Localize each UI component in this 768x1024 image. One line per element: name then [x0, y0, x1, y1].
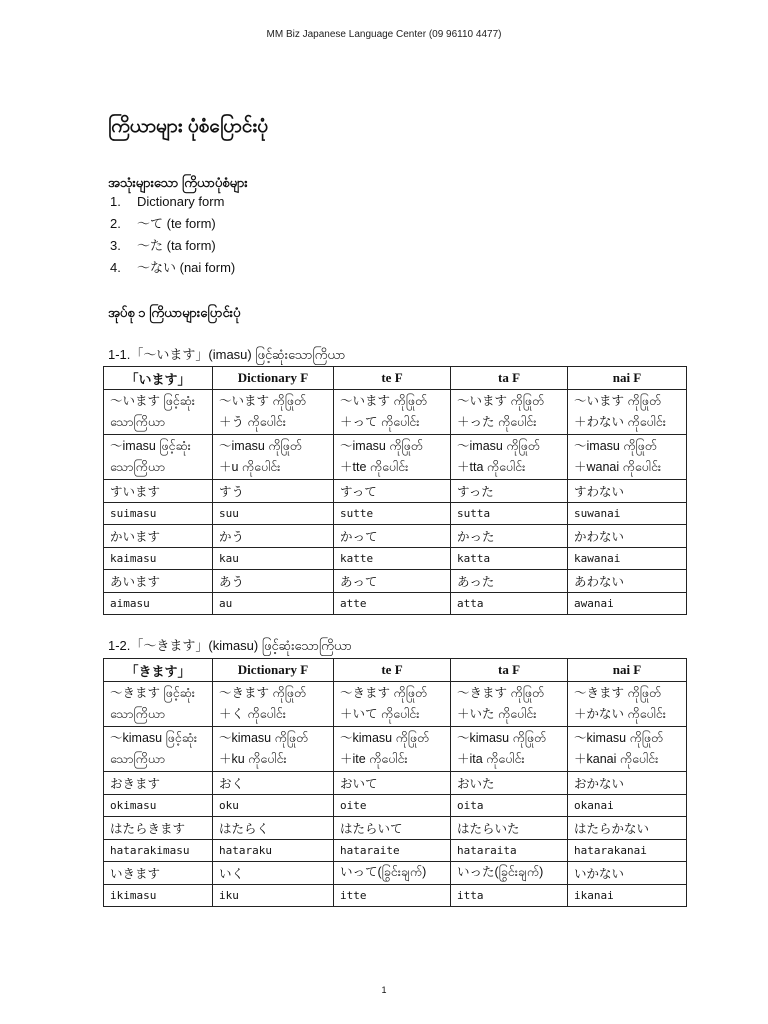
table-row	[104, 547, 687, 570]
table-cell: あった	[451, 570, 568, 593]
table-cell: oite	[334, 794, 451, 817]
forms-list	[110, 192, 510, 280]
rule-line: ＋った ကိုပေါင်း	[457, 415, 537, 429]
rule-cell	[334, 435, 451, 480]
rule-line: ～kimasu ကိုဖြုတ်	[340, 731, 430, 745]
list-label: ～て (te form)	[137, 216, 216, 231]
rule-line: ～imasu ကိုဖြုတ်	[340, 439, 423, 453]
rule-cell	[213, 390, 334, 435]
table-cell: はたらく	[213, 817, 334, 840]
table-caption: 1-1.「～います」(imasu) ဖြင့်ဆုံးသောကြိယာ	[108, 347, 346, 362]
rule-line: ＋ita ကိုပေါင်း	[457, 752, 525, 766]
table-cell: oita	[451, 794, 568, 817]
rule-line: ＋って ကိုပေါင်း	[340, 415, 420, 429]
table-row	[104, 592, 687, 615]
list-label: ～た (ta form)	[137, 238, 216, 253]
list-number: 4.	[110, 260, 121, 275]
list-label: ～ない (nai form)	[137, 260, 236, 275]
rule-line: ＋いた ကိုပေါင်း	[457, 707, 537, 721]
column-header: te F	[334, 659, 451, 682]
table-cell: au	[213, 592, 334, 615]
rule-cell	[104, 390, 213, 435]
column-header: Dictionary F	[213, 659, 334, 682]
table-row	[104, 794, 687, 817]
table-cell: かって	[334, 525, 451, 548]
rule-line: ＋tta ကိုပေါင်း	[457, 460, 526, 474]
table-cell: suwanai	[568, 502, 687, 525]
rule-line: သောကြိယာ	[110, 752, 166, 766]
table-cell: aimasu	[104, 592, 213, 615]
table-header-row	[104, 367, 687, 390]
rule-line: ＋かない ကိုပေါင်း	[574, 707, 666, 721]
table-header-row	[104, 659, 687, 682]
table-cell: すいます	[104, 480, 213, 503]
table-cell: ikimasu	[104, 884, 213, 907]
column-header: 「きます」	[104, 659, 213, 682]
table-cell: katta	[451, 547, 568, 570]
column-header: Dictionary F	[213, 367, 334, 390]
table-row	[104, 772, 687, 795]
table-row	[104, 862, 687, 885]
table-row	[104, 480, 687, 503]
rule-cell	[451, 435, 568, 480]
rule-line: သောကြိယာ	[110, 415, 166, 429]
table-row	[104, 525, 687, 548]
group-heading: အုပ်စု ၁ ကြိယာများပြောင်းပုံ	[108, 305, 241, 320]
table-cell: hatarakimasu	[104, 839, 213, 862]
kimasu-conjugation-table	[103, 658, 687, 907]
rule-line: ＋う ကိုပေါင်း	[219, 415, 286, 429]
rule-line: ～います ကိုဖြုတ်	[340, 394, 428, 408]
list-number: 2.	[110, 216, 121, 231]
table-cell: すう	[213, 480, 334, 503]
rule-line: ～kimasu ကိုဖြုတ်	[457, 731, 547, 745]
table-cell: いかない	[568, 862, 687, 885]
list-number: 3.	[110, 238, 121, 253]
table-cell: あう	[213, 570, 334, 593]
table-cell: kau	[213, 547, 334, 570]
rule-line: ～きます ကိုဖြုတ်	[219, 686, 307, 700]
column-header: te F	[334, 367, 451, 390]
table-cell: おかない	[568, 772, 687, 795]
table-cell: sutta	[451, 502, 568, 525]
rule-line: ＋u ကိုပေါင်း	[219, 460, 281, 474]
column-header: ta F	[451, 659, 568, 682]
table-cell: kaimasu	[104, 547, 213, 570]
rule-line: ＋tte ကိုပေါင်း	[340, 460, 409, 474]
rule-cell	[568, 390, 687, 435]
rule-line: ～きます ကိုဖြုတ်	[340, 686, 428, 700]
rule-cell	[104, 435, 213, 480]
table-cell: あわない	[568, 570, 687, 593]
list-number: 1.	[110, 194, 121, 209]
list-item	[110, 258, 510, 280]
table-cell: suimasu	[104, 502, 213, 525]
table-cell: atte	[334, 592, 451, 615]
table-row	[104, 884, 687, 907]
forms-heading: အသုံးများသော ကြိယာပုံစံများ	[108, 175, 248, 190]
table-row	[104, 817, 687, 840]
imasu-conjugation-table	[103, 366, 687, 615]
table-cell: atta	[451, 592, 568, 615]
rule-row	[104, 682, 687, 727]
column-header: nai F	[568, 367, 687, 390]
table-cell: hatarakanai	[568, 839, 687, 862]
table-cell: かいます	[104, 525, 213, 548]
table-cell: itte	[334, 884, 451, 907]
rule-line: ～imasu ဖြင့်ဆုံး	[110, 439, 191, 453]
list-item	[110, 214, 510, 236]
table-cell: iku	[213, 884, 334, 907]
table-row	[104, 502, 687, 525]
rule-cell	[213, 727, 334, 772]
rule-line: ＋ite ကိုပေါင်း	[340, 752, 408, 766]
rule-line: ＋ku ကိုပေါင်း	[219, 752, 287, 766]
rule-cell	[568, 727, 687, 772]
column-header: nai F	[568, 659, 687, 682]
table-row	[104, 570, 687, 593]
rule-line: ～います ကိုဖြုတ်	[457, 394, 545, 408]
table-caption: 1-2.「～きます」(kimasu) ဖြင့်ဆုံးသောကြိယာ	[108, 638, 352, 653]
table-cell: okanai	[568, 794, 687, 817]
rule-row	[104, 390, 687, 435]
rule-cell	[104, 682, 213, 727]
table-cell: おく	[213, 772, 334, 795]
rule-row	[104, 435, 687, 480]
table-cell: はたらいて	[334, 817, 451, 840]
column-header: ta F	[451, 367, 568, 390]
page-header: MM Biz Japanese Language Center (09 96110 4477)	[266, 29, 502, 40]
table-cell: いく	[213, 862, 334, 885]
table-cell: はたらいた	[451, 817, 568, 840]
table-cell: すわない	[568, 480, 687, 503]
table-cell: oku	[213, 794, 334, 817]
list-item	[110, 192, 510, 214]
table-cell: sutte	[334, 502, 451, 525]
rule-cell	[568, 682, 687, 727]
table-cell: かう	[213, 525, 334, 548]
page-number: 1	[381, 985, 387, 995]
rule-line: ＋く ကိုပေါင်း	[219, 707, 286, 721]
page-title: ကြိယာများ ပုံစံပြောင်းပုံ	[108, 116, 269, 137]
table-cell: hataraita	[451, 839, 568, 862]
table-cell: kawanai	[568, 547, 687, 570]
rule-line: ～きます ကိုဖြုတ်	[574, 686, 662, 700]
rule-line: ～います ဖြင့်ဆုံး	[110, 394, 195, 408]
rule-line: ～kimasu ဖြင့်ဆုံး	[110, 731, 197, 745]
rule-line: ～imasu ကိုဖြုတ်	[574, 439, 657, 453]
table-cell: おきます	[104, 772, 213, 795]
table-cell: あいます	[104, 570, 213, 593]
rule-line: သောကြိယာ	[110, 707, 166, 721]
table-cell: hataraku	[213, 839, 334, 862]
rule-line: ～kimasu ကိုဖြုတ်	[574, 731, 664, 745]
table-cell: おいて	[334, 772, 451, 795]
table-cell: ikanai	[568, 884, 687, 907]
rule-line: ～imasu ကိုဖြုတ်	[457, 439, 540, 453]
rule-cell	[334, 727, 451, 772]
rule-cell	[104, 727, 213, 772]
table-cell: かわない	[568, 525, 687, 548]
table-cell: おいた	[451, 772, 568, 795]
rule-line: ＋いて ကိုပေါင်း	[340, 707, 420, 721]
rule-cell	[568, 435, 687, 480]
column-header: 「います」	[104, 367, 213, 390]
rule-line: ～います ကိုဖြုတ်	[574, 394, 662, 408]
rule-row	[104, 727, 687, 772]
list-item	[110, 236, 510, 258]
table-cell: katte	[334, 547, 451, 570]
rule-line: ＋wanai ကိုပေါင်း	[574, 460, 662, 474]
rule-line: ～きます ဖြင့်ဆုံး	[110, 686, 195, 700]
table-cell: suu	[213, 502, 334, 525]
list-label: Dictionary form	[137, 194, 225, 209]
table-cell: すって	[334, 480, 451, 503]
rule-line: ～きます ကိုဖြုတ်	[457, 686, 545, 700]
table-cell: okimasu	[104, 794, 213, 817]
rule-line: ～kimasu ကိုဖြုတ်	[219, 731, 309, 745]
table-cell: すった	[451, 480, 568, 503]
rule-line: ～います ကိုဖြုတ်	[219, 394, 307, 408]
table-cell: hataraite	[334, 839, 451, 862]
rule-line: ＋kanai ကိုပေါင်း	[574, 752, 659, 766]
table-cell: はたらかない	[568, 817, 687, 840]
table-cell: いった(ခြွင်းချက်)	[451, 862, 568, 885]
table-row	[104, 839, 687, 862]
table-cell: いって(ခြွင်းချက်)	[334, 862, 451, 885]
rule-cell	[451, 682, 568, 727]
rule-line: ＋わない ကိုပေါင်း	[574, 415, 666, 429]
table-cell: はたらきます	[104, 817, 213, 840]
rule-line: ～imasu ကိုဖြုတ်	[219, 439, 302, 453]
rule-cell	[334, 682, 451, 727]
table-cell: かった	[451, 525, 568, 548]
table-cell: あって	[334, 570, 451, 593]
rule-cell	[213, 682, 334, 727]
rule-cell	[451, 390, 568, 435]
rule-line: သောကြိယာ	[110, 460, 166, 474]
rule-cell	[213, 435, 334, 480]
rule-cell	[334, 390, 451, 435]
table-cell: いきます	[104, 862, 213, 885]
rule-cell	[451, 727, 568, 772]
table-cell: awanai	[568, 592, 687, 615]
table-cell: itta	[451, 884, 568, 907]
